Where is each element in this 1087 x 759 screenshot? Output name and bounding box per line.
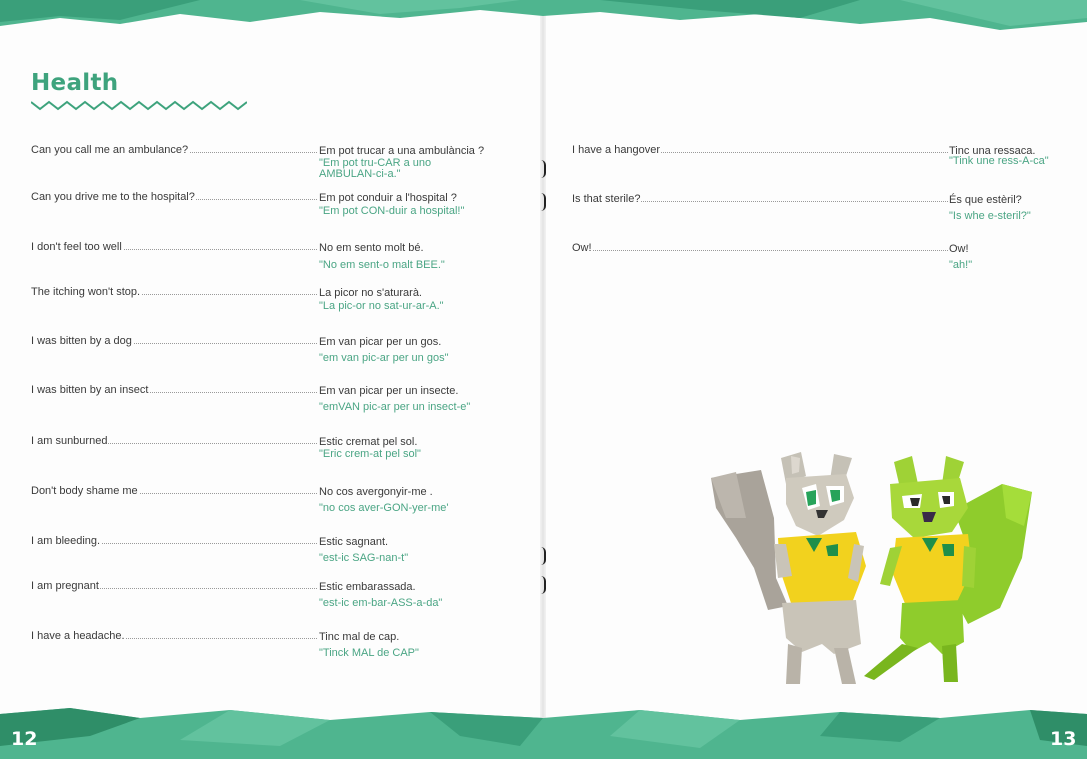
catalan-phrase: La picor no s'aturarà. (319, 287, 422, 299)
pronunciation: "ah!" (949, 259, 973, 271)
page-title: Health (31, 70, 119, 96)
page-number-right: 13 (1050, 728, 1077, 750)
catalan-phrase: Em pot trucar a una ambulància ? (319, 145, 485, 157)
catalan-phrase: Em van picar per un gos. (319, 336, 442, 348)
pronunciation: "emVAN pic-ar per un insect-e" (319, 401, 471, 413)
pronunciation: "Eric crem-at pel sol" (319, 448, 421, 460)
pronunciation: "est-ic em-bar-ASS-a-da" (319, 597, 443, 609)
english-phrase: Ow! (572, 242, 948, 254)
catalan-phrase: Tinc mal de cap. (319, 631, 400, 643)
catalan-phrase: Ow! (949, 243, 969, 255)
pronunciation: "no cos aver-GON-yer-me' (319, 502, 449, 514)
english-phrase: The itching won't stop. (31, 286, 317, 298)
english-phrase: I am sunburned (31, 435, 317, 447)
english-phrase: Can you call me an ambulance? (31, 144, 317, 156)
zigzag-underline (31, 99, 247, 111)
english-phrase: I don't feel too well (31, 241, 317, 253)
catalan-phrase: No em sento molt bé. (319, 242, 424, 254)
catalan-phrase: Em pot conduir a l'hospital ? (319, 192, 457, 204)
pronunciation: "Tink une ress-A-ca" (949, 155, 1049, 167)
binding-mark (541, 576, 546, 594)
catalan-phrase: Estic cremat pel sol. (319, 436, 418, 448)
catalan-phrase: No cos avergonyir-me . (319, 486, 433, 498)
catalan-phrase: És que estèril? (949, 194, 1022, 206)
pronunciation: "est-ic SAG-nan-t" (319, 552, 409, 564)
left-page (0, 0, 543, 759)
english-phrase: I am bleeding. (31, 535, 317, 547)
catalan-phrase: Tinc una ressaca. (949, 145, 1036, 157)
binding-mark (541, 160, 546, 178)
pronunciation: "La pic-or no sat-ur-ar-A." (319, 300, 444, 312)
catalan-phrase: Estic sagnant. (319, 536, 389, 548)
grey-squirrel (711, 452, 866, 684)
pronunciation: "Em pot tru-CAR a uno AMBULAN-ci-a." (319, 157, 432, 180)
squirrels-illustration (706, 448, 1036, 688)
english-phrase: I was bitten by an insect (31, 384, 317, 396)
green-squirrel (864, 456, 1032, 682)
page-number-left: 12 (11, 728, 38, 750)
english-phrase: I am pregnant (31, 580, 317, 592)
binding-mark (541, 547, 546, 565)
english-phrase: Can you drive me to the hospital? (31, 191, 317, 203)
english-phrase: I have a hangover (572, 144, 948, 156)
pronunciation: "Tinck MAL de CAP" (319, 647, 419, 659)
pronunciation: "Em pot CON-duir a hospital!" (319, 205, 465, 217)
english-phrase: Is that sterile? (572, 193, 948, 205)
top-banner (0, 0, 1087, 40)
pronunciation: "No em sent-o malt BEE." (319, 259, 445, 271)
english-phrase: I was bitten by a dog (31, 335, 317, 347)
english-phrase: Don't body shame me (31, 485, 317, 497)
pronunciation: "em van pic-ar per un gos" (319, 352, 449, 364)
english-phrase: I have a headache. (31, 630, 317, 642)
pronunciation: "Is whe e-steril?" (949, 210, 1031, 222)
catalan-phrase: Em van picar per un insecte. (319, 385, 459, 397)
bottom-banner (0, 706, 1087, 759)
binding-mark (541, 193, 546, 211)
book-gutter (540, 0, 546, 759)
catalan-phrase: Estic embarassada. (319, 581, 416, 593)
